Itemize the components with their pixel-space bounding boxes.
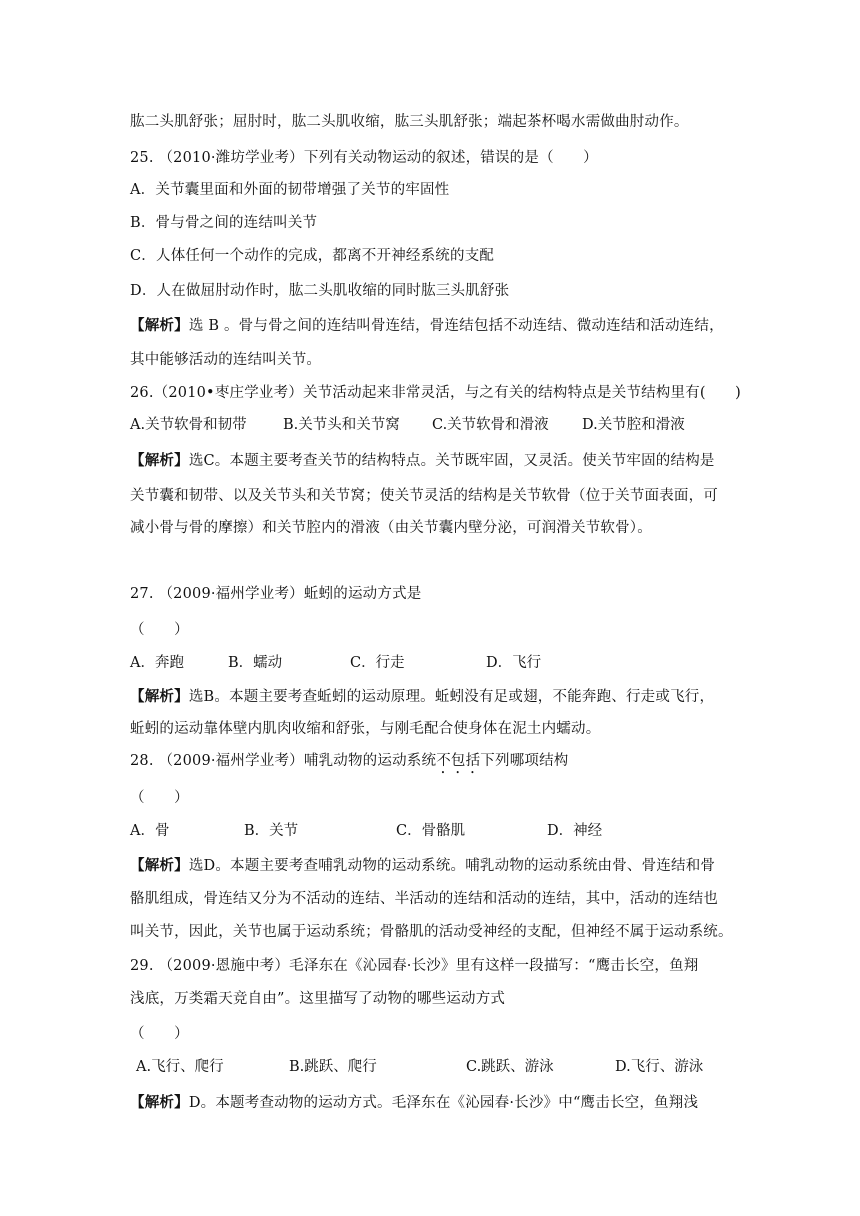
analysis-tag: 【解析】 (130, 1094, 189, 1111)
q28-analysis-line2: 骼肌组成，骨连结又分为不活动的连结、半活动的连结和活动的连结，其中，活动的连结也 (130, 891, 718, 907)
q29-analysis (130, 1093, 698, 1113)
q29-option-b: B.跳跃、爬行 (289, 1059, 377, 1075)
q26-analysis (130, 451, 715, 471)
q26-option-a: A.关节软骨和韧带 (130, 417, 247, 433)
q28-option-d: D．神经 (547, 823, 603, 839)
q28-analysis-line1: 选D。本题主要考查哺乳动物的运动系统。哺乳动物的运动系统由骨、骨连结和骨 (188, 858, 716, 874)
q28-option-b: B．关节 (244, 823, 299, 839)
q25-analysis (130, 316, 724, 336)
q29-stem-line2: 浅底，万类霜天竞自由”。这里描写了动物的哪些运动方式 (130, 991, 506, 1007)
q25-option-b: B．骨与骨之间的连结叫关节 (130, 215, 318, 231)
analysis-tag: 【解析】 (130, 452, 189, 469)
q26-stem: 26.（2010•枣庄学业考）关节活动起来非常灵活，与之有关的结构特点是关节结构里有( ) (130, 385, 742, 401)
q26-option-c: C.关节软骨和滑液 (432, 417, 549, 433)
q24-analysis-tail: 肱二头肌舒张；屈肘时，肱二头肌收缩，肱三头肌舒张；端起茶杯喝水需做曲肘动作。 (130, 114, 689, 130)
q25-option-d: D．人在做屈肘动作时，肱二头肌收缩的同时肱三头肌舒张 (130, 283, 510, 299)
q25-stem: 25. （2010·潍坊学业考）下列有关动物运动的叙述，错误的是（ ） (130, 150, 598, 166)
q27-analysis-line2: 蚯蚓的运动靠体壁内肌肉收缩和舒张，与刚毛配合使身体在泥土内蠕动。 (130, 721, 601, 737)
q28-stem-emphasis: 不包括 (436, 753, 481, 769)
q28-option-c: C．骨骼肌 (396, 823, 466, 839)
q29-answer-bracket: （ ） (130, 1026, 189, 1042)
q28-stem (130, 751, 569, 777)
q28-option-a: A．骨 (130, 823, 170, 839)
q29-stem-line1: 29. （2009·恩施中考）毛泽东在《沁园春·长沙》里有这样一段描写：“鹰击长空，鱼翔 (130, 958, 699, 974)
q25-option-c: C．人体任何一个动作的完成，都离不开神经系统的支配 (130, 248, 495, 264)
q29-option-c: C.跳跃、游泳 (466, 1059, 554, 1075)
q27-answer-bracket: （ ） (130, 622, 189, 638)
q25-option-a: A．关节囊里面和外面的韧带增强了关节的牢固性 (130, 182, 450, 198)
q26-option-d: D.关节腔和滑液 (582, 417, 685, 433)
q28-answer-bracket: （ ） (130, 790, 189, 806)
q29-option-d: D.飞行、游泳 (615, 1059, 704, 1075)
q28-stem-post: 下列哪项结构 (480, 753, 569, 769)
q25-analysis-line1: 选 B 。骨与骨之间的连结叫骨连结，骨连结包括不动连结、微动连结和活动连结， (188, 318, 724, 334)
q27-option-a: A．奔跑 (130, 655, 184, 671)
q28-stem-pre: 28. （2009·福州学业考）哺乳动物的运动系统 (130, 753, 437, 769)
q29-analysis-line1: D。本题考查动物的运动方式。毛泽东在《沁园春·长沙》中“鹰击长空，鱼翔浅 (188, 1095, 699, 1111)
q27-stem: 27. （2009·福州学业考）蚯蚓的运动方式是 (130, 586, 422, 602)
q25-analysis-line2: 其中能够活动的连结叫关节。 (130, 352, 322, 368)
analysis-tag: 【解析】 (130, 317, 189, 334)
q26-analysis-line1: 选C。本题主要考查关节的结构特点。关节既牢固，又灵活。使关节牢固的结构是 (188, 453, 715, 469)
q27-option-d: D．飞行 (486, 655, 542, 671)
q26-option-b: B.关节头和关节窝 (283, 417, 400, 433)
analysis-tag: 【解析】 (130, 857, 189, 874)
q26-analysis-line2: 关节囊和韧带、以及关节头和关节窝；使关节灵活的结构是关节软骨（位于关节面表面，可 (130, 488, 718, 504)
q26-analysis-line3: 减小骨与骨的摩擦）和关节腔内的滑液（由关节囊内壁分泌，可润滑关节软骨）。 (130, 520, 652, 536)
q29-option-a: A.飞行、爬行 (136, 1059, 224, 1075)
q27-option-c: C．行走 (350, 655, 405, 671)
q27-option-b: B．蠕动 (228, 655, 283, 671)
q27-analysis (130, 687, 714, 707)
q28-analysis-line3: 叫关节，因此，关节也属于运动系统；骨骼肌的活动受神经的支配，但神经不属于运动系统。 (130, 924, 733, 940)
analysis-tag: 【解析】 (130, 688, 189, 705)
q27-analysis-line1: 选B。本题主要考查蚯蚓的运动原理。蚯蚓没有足或翅，不能奔跑、行走或飞行， (188, 689, 715, 705)
q28-analysis (130, 856, 715, 876)
